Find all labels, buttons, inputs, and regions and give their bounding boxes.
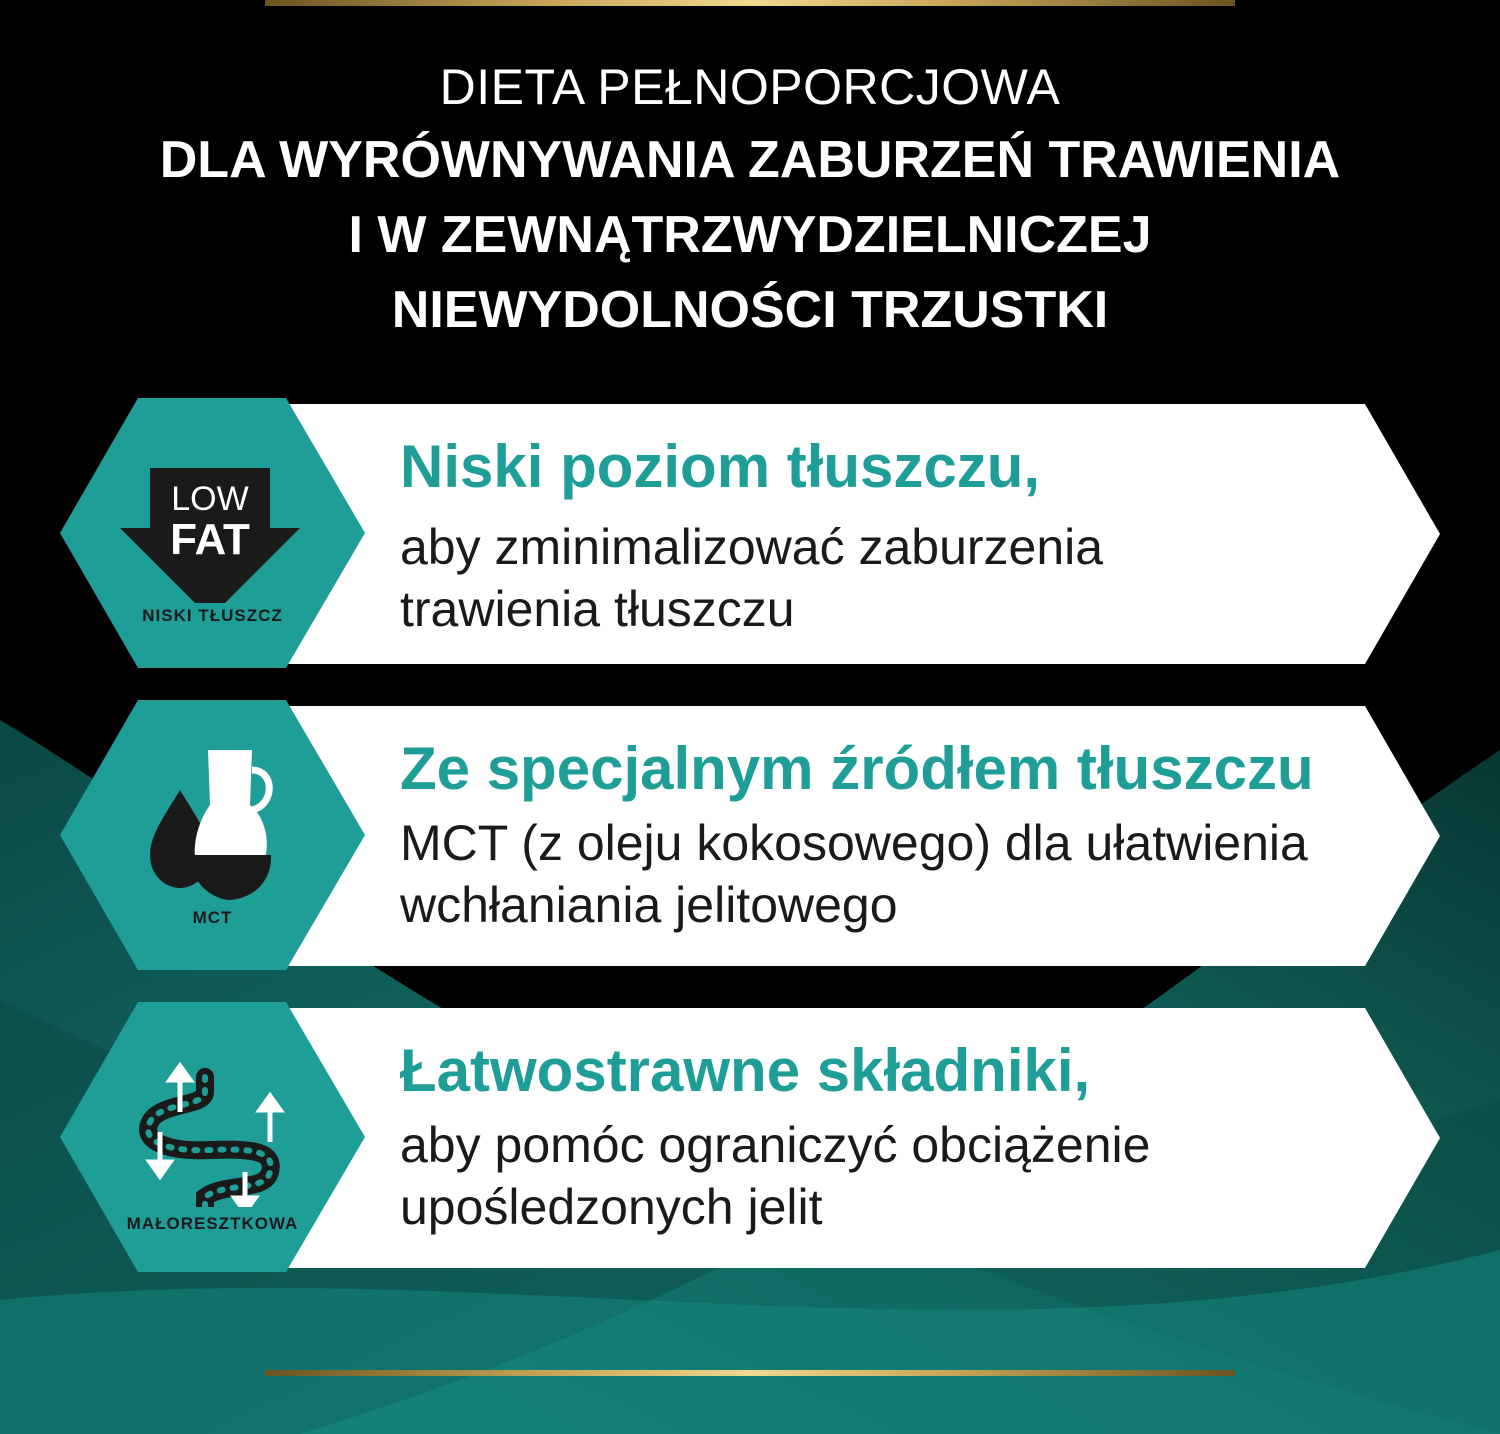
feature-row-low-residue [0,1002,1500,1277]
feature-desc-line-2: wchłaniania jelitowego [400,877,898,933]
badge-label: NISKI TŁUSZCZ [142,606,283,625]
badge-label: MAŁORESZTKOWA [126,1214,299,1233]
title-line-1: DIETA PEŁNOPORCJOWA [439,59,1061,115]
title-line-3: I W ZEWNĄTRZWYDZIELNICZEJ [348,206,1152,264]
feature-headline: Łatwostrawne składniki, [400,1037,1091,1104]
low-text: LOW [171,480,249,518]
feature-headline: Niski poziom tłuszczu, [400,433,1041,500]
feature-desc-line-1: aby pomóc ograniczyć obciążenie [400,1117,1151,1173]
feature-desc-line-2: trawienia tłuszczu [400,581,795,637]
low-fat-arrow-icon [90,428,330,603]
title-line-4: NIEWYDOLNOŚCI TRZUSTKI [391,281,1109,339]
feature-desc-line-1: aby zminimalizować zaburzenia [400,519,1104,575]
feature-desc-line-2: upośledzonych jelit [400,1179,823,1235]
feature-row-mct [0,700,1500,975]
feature-row-low-fat [0,398,1500,673]
fat-text: FAT [170,515,250,564]
feature-desc-line-1: MCT (z oleju kokosowego) dla ułatwienia [400,815,1308,871]
intestine-arrows-icon [90,1032,330,1207]
gold-divider-bottom [265,1370,1235,1376]
title-line-2: DLA WYRÓWNYWANIA ZABURZEŃ TRAWIENIA [159,131,1341,189]
feature-headline: Ze specjalnym źródłem tłuszczu [400,735,1314,802]
badge-label: MCT [192,908,233,927]
oil-jug-drop-icon [90,730,330,905]
gold-divider-top [265,0,1235,6]
